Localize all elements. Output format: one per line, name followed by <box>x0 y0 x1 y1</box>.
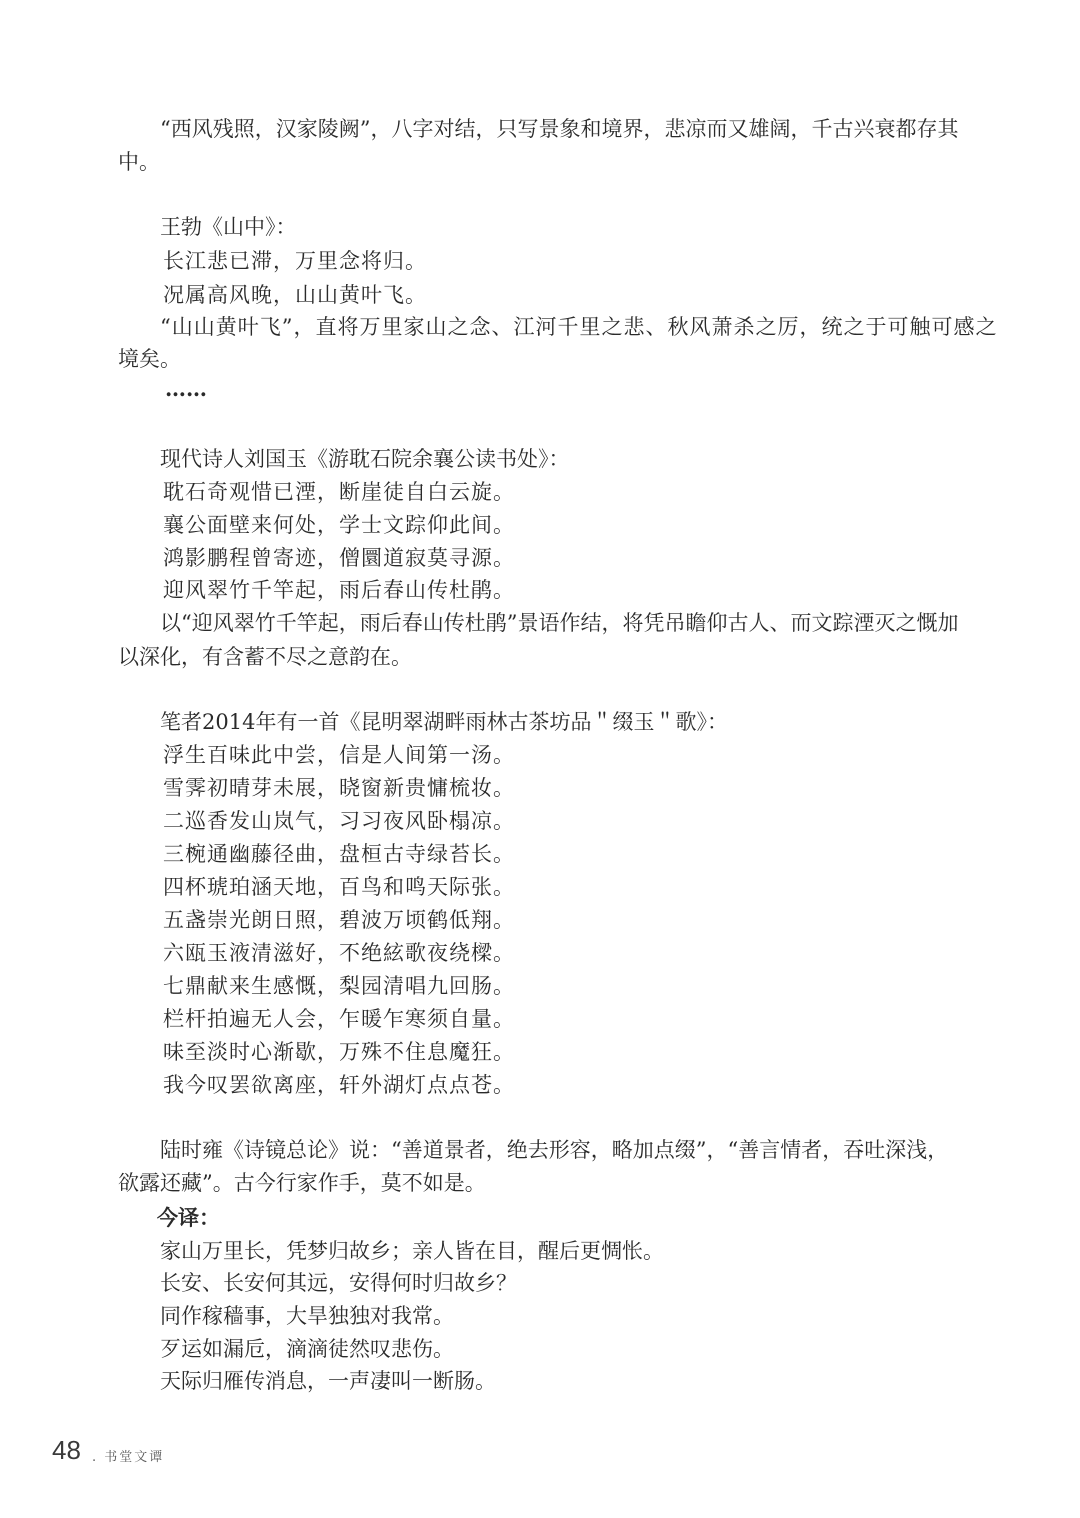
translation-line: 家山万里长，凭梦归故乡；亲人皆在目，醒后更惆怅。 <box>160 1239 664 1263</box>
liuguoyu-poem-line: 耽石奇观惜已湮，断崖徒自白云旋。 <box>163 480 515 504</box>
author-poem-line: 四杯琥珀涵天地，百鸟和鸣天际张。 <box>163 875 515 899</box>
translation-line: 天际归雁传消息，一声凄叫一断肠。 <box>160 1369 496 1393</box>
wangbo-poem-line: 况属高风晚，山山黄叶飞。 <box>163 283 427 307</box>
liuguoyu-poem-line: 鸿影鹏程曾寄迹，僧圜道寂莫寻源。 <box>163 546 515 570</box>
ellipsis: …… <box>165 376 207 401</box>
wangbo-poem-line: 长江悲已滞，万里念将归。 <box>163 249 427 273</box>
author-poem-line: 栏杆拍遍无人会，乍暖乍寒须自量。 <box>163 1007 515 1031</box>
wangbo-title: 王勃《山中》： <box>160 215 297 239</box>
lu-quote-line1: 陆时雍《诗镜总论》说：“善道景者，绝去形容，略加点缀”，“善言情者，吞吐深浅， <box>160 1138 949 1162</box>
liuguoyu-poem-line: 襄公面壁来何处，学士文踪仰此间。 <box>163 513 515 537</box>
liuguoyu-comment-line1: 以“迎风翠竹千竿起，雨后春山传杜鹃”景语作结，将凭吊瞻仰古人、而文踪湮灭之慨加 <box>160 611 959 635</box>
translation-line: 同作稼穑事，大旱独独对我常。 <box>160 1304 454 1328</box>
translation-line: 歹运如漏卮，滴滴徒然叹悲伤。 <box>160 1337 454 1361</box>
translation-label: 今译： <box>157 1205 220 1230</box>
wangbo-comment-line2: 境矣。 <box>118 347 181 371</box>
liuguoyu-title: 现代诗人刘国玉《游耽石院余襄公读书处》： <box>160 447 570 471</box>
author-poem-line: 五盏崇光朗日照，碧波万顷鹤低翔。 <box>163 908 515 932</box>
author-poem-line: 六瓯玉液清滋好，不绝絃歌夜绕樑。 <box>163 941 515 965</box>
page-number: 48 <box>52 1435 81 1465</box>
translation-line: 长安、长安何其远，安得何时归故乡？ <box>160 1271 517 1295</box>
author-title: 笔者2014年有一首《昆明翠湖畔雨林古茶坊品＂缀玉＂歌》： <box>160 710 728 734</box>
author-poem-line: 七鼎献来生感慨，梨园清唱九回肠。 <box>163 974 515 998</box>
lu-quote-line2: 欲露还藏”。古今行家作手，莫不如是。 <box>118 1171 486 1195</box>
liuguoyu-poem-line: 迎风翠竹千竿起，雨后春山传杜鹃。 <box>163 578 515 602</box>
author-poem-line: 浮生百味此中尝，信是人间第一汤。 <box>163 743 515 767</box>
author-poem-line: 二巡香发山岚气，习习夜风卧榻凉。 <box>163 809 515 833</box>
liuguoyu-comment-line2: 以深化，有含蓄不尽之意韵在。 <box>118 645 412 669</box>
para1-line1: “西风残照，汉家陵阙”，八字对结，只写景象和境界，悲凉而又雄阔，千古兴衰都存其 <box>160 117 959 141</box>
wangbo-comment-line1: “山山黄叶飞”，直将万里家山之念、江河千里之悲、秋风萧杀之厉，统之于可触可感之 <box>160 315 998 339</box>
author-poem-line: 雪霁初晴芽未展，晓窗新贵慵梳妆。 <box>163 776 515 800</box>
author-poem-line: 三椀通幽藤径曲，盘桓古寺绿苔长。 <box>163 842 515 866</box>
para1-line2: 中。 <box>118 150 160 174</box>
author-poem-line: 味至淡时心渐歇，万殊不住息魔狂。 <box>163 1040 515 1064</box>
author-poem-line: 我今叹罢欲离座，轩外湖灯点点苍。 <box>163 1073 515 1097</box>
running-footer: . 书堂文谭 <box>92 1450 165 1465</box>
